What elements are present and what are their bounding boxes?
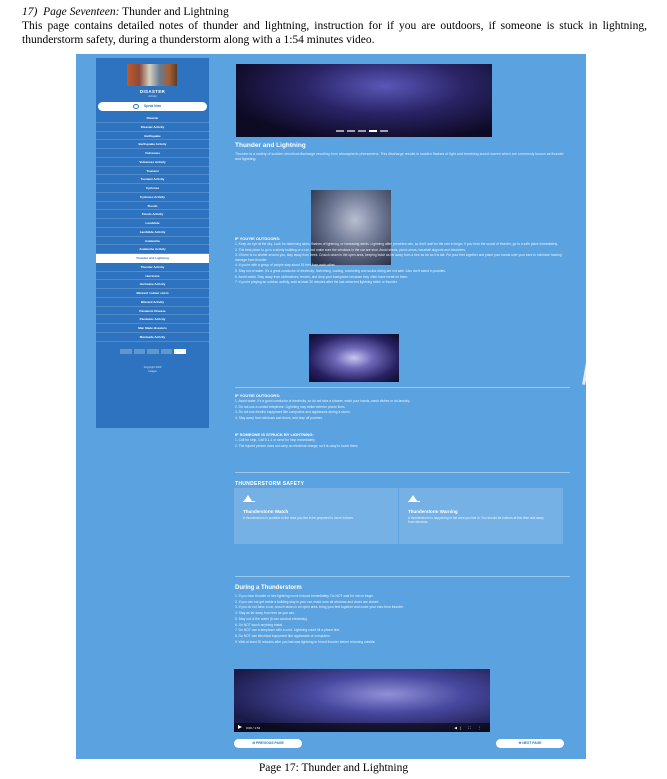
list-item: 1. Call for help. Call 9-1-1 or send for help immediately.	[235, 438, 316, 442]
next-page-button[interactable]: ⊖ NEXT PAGE	[496, 739, 564, 748]
video-player[interactable]	[234, 669, 490, 732]
sidebar-item[interactable]: Volcanoes Activity	[96, 158, 209, 167]
lightning-bolt-icon	[582, 340, 586, 385]
sidebar-item[interactable]: Pandemic Activity	[96, 315, 209, 324]
sidebar-item[interactable]: Floods	[96, 202, 209, 211]
pager-button[interactable]	[134, 349, 146, 354]
list-item: 7. If you're playing an outdoor activity, wait at least 30 minutes after the last observed lightning strike or thunder.	[235, 280, 398, 285]
sidebar-item[interactable]: Hurricane Activity	[96, 280, 209, 289]
microphone-icon	[133, 104, 139, 109]
document-heading	[22, 6, 652, 20]
list-item: 3. If there is no shelter around you, stay away from trees. Crouch down in the open area, keeping twice as far away from a tree as far as it is tall. Put your feet together and place your hands over your ears to minimize hearing damage from thunder.	[235, 253, 562, 262]
pager-button[interactable]	[120, 349, 132, 354]
watch-title: Thunderstorm Watch	[243, 509, 289, 514]
list-item: 1. If you hear thunder or see lightning move indoors immediately. Do NOT wait for rain to begin.	[235, 594, 374, 598]
heading-title: Thunder and Lightning	[122, 6, 229, 18]
indoors-heading: IF YOU'RE OUTDOORS:	[235, 393, 281, 398]
brand-title: DISASTER	[139, 89, 166, 94]
carousel-dot[interactable]	[380, 130, 388, 132]
play-icon[interactable]	[238, 725, 242, 729]
list-item: 5. Stay out of the water (it can conduct electricity).	[235, 616, 308, 621]
speak-now-button[interactable]	[98, 102, 207, 111]
list-item: 1. Avoid water. It's a good conductor of electricity, so do not take a shower, wash your hands, wash dishes or do laundry.	[235, 399, 411, 403]
list-item: 4. If you're with a group of people stay about 15 feet from each other.	[235, 263, 336, 268]
list-item: 2. Do not use a corded telephone. Lightning may strike exterior phone lines.	[235, 404, 346, 409]
video-time: 0:00 / 1:54	[246, 725, 261, 730]
carousel-dots	[336, 130, 388, 132]
list-item: 6. Avoid metal. Stay away from clotheslines, fences, and drop your backpacks because they often have metal on them.	[235, 274, 409, 279]
sidebar-item[interactable]: Blizzard / winter storm	[96, 289, 209, 298]
sidebar-item[interactable]: Avalanche	[96, 237, 209, 246]
pager-next-button[interactable]: ›	[174, 349, 186, 354]
sidebar-item[interactable]: Volcanoes	[96, 149, 209, 158]
struck-heading: IF SOMEONE IS STRUCK BY LIGHTNING:	[235, 432, 314, 437]
indoors-list	[235, 399, 570, 422]
intro-text: Thunder is a variety of sudden electrical discharge resulting from atmospheric phenomena. This discharge results in sudden flashes of light and trembling sound waves which are commonly known as thunder and lightning.	[235, 152, 564, 161]
brand-subtitle: Activity	[148, 95, 157, 98]
sidebar-pager	[120, 349, 186, 354]
sidebar-item[interactable]: Disaster	[96, 114, 209, 123]
list-item: 6. Do NOT touch anything metal.	[235, 622, 283, 627]
sidebar-item[interactable]: Hurricane	[96, 272, 209, 281]
hero-lightning-image	[236, 64, 492, 137]
thunderstorm-watch-card	[234, 488, 398, 544]
sidebar-menu	[96, 114, 209, 342]
video-control-icons[interactable]: ◀) ⛶ ⋮	[454, 725, 484, 730]
disaster-logo-image	[127, 64, 177, 86]
page-caption: Page 17: Thunder and Lightning	[258, 762, 409, 774]
section-divider	[235, 472, 570, 473]
website-screenshot	[76, 54, 586, 759]
mountain-icon	[408, 495, 420, 502]
sidebar-item[interactable]: Cyclones Activity	[96, 193, 209, 202]
sidebar	[96, 58, 209, 428]
sidebar-item[interactable]: Floods Activity	[96, 210, 209, 219]
outdoors-list	[235, 242, 570, 286]
during-heading: During a Thunderstorm	[235, 585, 302, 591]
sidebar-item[interactable]: Landslide Activity	[96, 228, 209, 237]
section-divider	[235, 576, 570, 577]
list-item: 8. Do NOT use electrical equipment like appliances or computers.	[235, 633, 331, 638]
sidebar-item[interactable]: Pandemic Disease	[96, 307, 209, 316]
watch-description: A thunderstorm is possible in the area you live in be prepared to move indoors.	[243, 516, 354, 520]
list-item: 1. Keep an eye at the sky. Look for darkening skies, flashes of lightning, or increasing winds. Lightning often precedes rain, so don't wait for the rain to begin. If you hear the sound of thunder, go to a safe place immediately.	[235, 242, 558, 246]
sidebar-item[interactable]: Tsunami	[96, 167, 209, 176]
pager-button[interactable]	[161, 349, 173, 354]
struck-list	[235, 438, 570, 449]
mountain-icon	[243, 495, 255, 502]
list-item: 7. Do NOT use a telephone with a cord. Lightning could hit a phone line.	[235, 628, 341, 633]
list-item: 3. If you do not have a car, crouch down in an open area, bring your feet together and cover your ears from thunder.	[235, 605, 404, 610]
warning-title: Thunderstorm Warning	[408, 509, 458, 514]
sidebar-item[interactable]: Blizzard Activity	[96, 298, 209, 307]
sidebar-item[interactable]: Man Made disasters	[96, 324, 209, 333]
list-item: 9. Wait at least 30 minutes after you last saw lightning or heard thunder before returning outside.	[235, 639, 376, 644]
previous-page-button[interactable]: ⊖ PREVIOUS PAGE	[234, 739, 302, 748]
copyright: Copyright 2020 Images	[143, 366, 162, 373]
heading-number: 17)	[22, 6, 38, 18]
sidebar-item[interactable]: Cyclones	[96, 184, 209, 193]
carousel-dot-active[interactable]	[369, 130, 377, 132]
carousel-dot[interactable]	[358, 130, 366, 132]
storm-cloud-photo	[309, 334, 399, 382]
pager-button[interactable]	[147, 349, 159, 354]
section-divider	[235, 387, 570, 388]
speak-now-label: Speak Now	[144, 104, 162, 108]
sidebar-item[interactable]: Tsunami Activity	[96, 175, 209, 184]
thunderstorm-warning-card	[399, 488, 563, 544]
sidebar-item[interactable]: Landslide	[96, 219, 209, 228]
carousel-dot[interactable]	[347, 130, 355, 132]
sidebar-item[interactable]: Thunder Activity	[96, 263, 209, 272]
sidebar-item[interactable]: Earthquake	[96, 132, 209, 141]
sidebar-item[interactable]: Earthquake Activity	[96, 140, 209, 149]
video-controls	[234, 723, 490, 732]
sidebar-item[interactable]: Manmade Activity	[96, 333, 209, 342]
list-item: 2. The injured person does not carry an electrical charge, so it is okay to touch them.	[235, 443, 359, 448]
document-description: This page contains detailed notes of thunder and lightning, instruction for if you are outdoors, if someone is stuck in lightning, thunderstorm safety, during a thunderstorm along with a 1:54 minutes video.	[22, 20, 647, 46]
sidebar-item[interactable]: Disaster Activity	[96, 123, 209, 132]
warning-description: A thunderstorm is happening in the area you live in. You should be indoors at this time and away from windows.	[408, 516, 544, 524]
list-item: 2. The best place to go is a sturdy building or a car, but make sure the windows in the car are shut. Avoid sheds, picnic areas, baseball dugouts and bleachers.	[235, 247, 466, 252]
list-item: 4. Stay away from windows and doors, and stay off porches.	[235, 416, 323, 421]
list-item: 5. Stay out of water. It's a great conductor of electricity. Swimming, wading, snorkeling and scuba diving are not safe. Also don't stand in puddles.	[235, 269, 446, 274]
heading-label: Page Seventeen:	[43, 6, 120, 18]
sidebar-item[interactable]: Thunder and Lightning	[96, 254, 209, 263]
list-item: 4. Stay as far away from tree as you can.	[235, 611, 295, 616]
sidebar-item[interactable]: Avalanche Activity	[96, 245, 209, 254]
list-item: 2. If you can not get inside a building stay in your car, make sure all windows and doors are closed.	[235, 599, 380, 604]
list-item: 3. Do not use electric equipment like computers and appliances during a storm.	[235, 410, 351, 415]
carousel-dot[interactable]	[336, 130, 344, 132]
outdoors-heading: IF YOU'RE OUTDOORS:	[235, 236, 281, 241]
during-list	[235, 594, 570, 645]
page-title: Thunder and Lightning	[235, 142, 306, 149]
safety-heading: THUNDERSTORM SAFETY	[235, 481, 305, 487]
